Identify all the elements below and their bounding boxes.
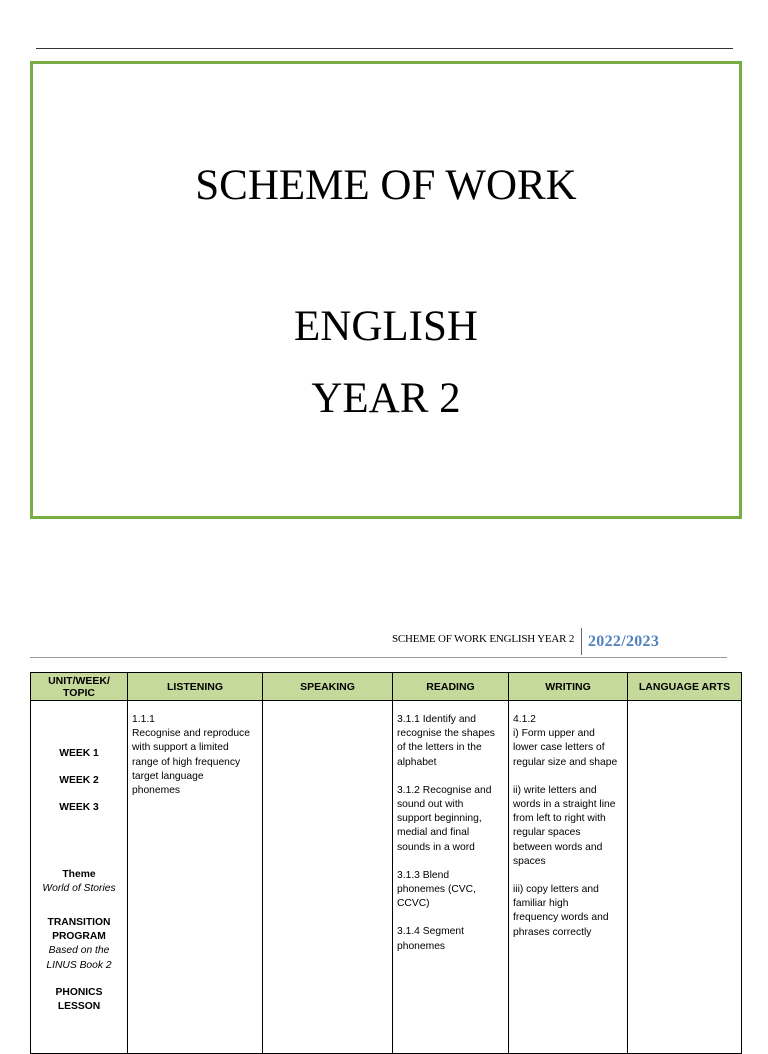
- table-header-row: [31, 673, 742, 701]
- week-label: WEEK 3: [59, 802, 99, 814]
- language-arts-cell: [628, 701, 742, 1054]
- header-rule: [30, 657, 727, 658]
- reading-cell: [393, 701, 509, 1054]
- writing-standard: ii) write letters and words in a straight line from left to right with regular spaces between words and spaces: [513, 784, 616, 867]
- cover-box: [30, 61, 742, 519]
- reading-standard: 3.1.4 Segment phonemes: [397, 926, 464, 952]
- page-header-title: SCHEME OF WORK ENGLISH YEAR 2: [392, 633, 575, 645]
- cover-subject: ENGLISH: [294, 303, 478, 350]
- week-label: WEEK 2: [59, 775, 99, 787]
- column-header-listening: LISTENING: [128, 673, 263, 701]
- table-row: [31, 701, 742, 1054]
- writing-cell: [509, 701, 628, 1054]
- unit-cell: [31, 701, 128, 1054]
- column-header-language-arts: LANGUAGE ARTS: [628, 673, 742, 701]
- theme-label: Theme: [62, 868, 96, 880]
- lesson-label: PHONICS LESSON: [55, 986, 103, 1013]
- reading-standard: 3.1.1 Identify and recognise the shapes of the letters in the alphabet: [397, 714, 495, 768]
- program-label: TRANSITION PROGRAM: [47, 917, 111, 943]
- cover-year: YEAR 2: [311, 375, 461, 422]
- column-header-reading: READING: [393, 673, 509, 701]
- writing-standard: iii) copy letters and familiar high frequency words and phrases correctly: [513, 884, 609, 938]
- header-separator: [581, 628, 582, 655]
- week-label: WEEK 1: [59, 748, 99, 759]
- writing-standard: 4.1.2 i) Form upper and lower case letters of regular size and shape: [513, 714, 618, 768]
- top-rule: [36, 48, 733, 49]
- listening-standard: 1.1.1 Recognise and reproduce with support a limited range of high frequency target language phonemes: [132, 714, 250, 797]
- column-header-speaking: SPEAKING: [263, 673, 393, 701]
- page-header-session: 2022/2023: [588, 633, 660, 650]
- speaking-cell: [263, 701, 393, 1054]
- column-header-unit: UNIT/WEEK/ TOPIC: [31, 673, 128, 701]
- theme-value: World of Stories: [42, 882, 116, 894]
- reading-standard: 3.1.3 Blend phonemes (CVC, CCVC): [397, 869, 476, 910]
- cover-title: SCHEME OF WORK: [195, 162, 577, 209]
- column-header-writing: WRITING: [509, 673, 628, 701]
- scheme-table: [30, 672, 742, 1054]
- listening-cell: [128, 701, 263, 1054]
- reading-standard: 3.1.2 Recognise and sound out with support beginning, medial and final sounds in a word: [397, 784, 492, 853]
- program-source: Based on the LINUS Book 2: [46, 945, 112, 971]
